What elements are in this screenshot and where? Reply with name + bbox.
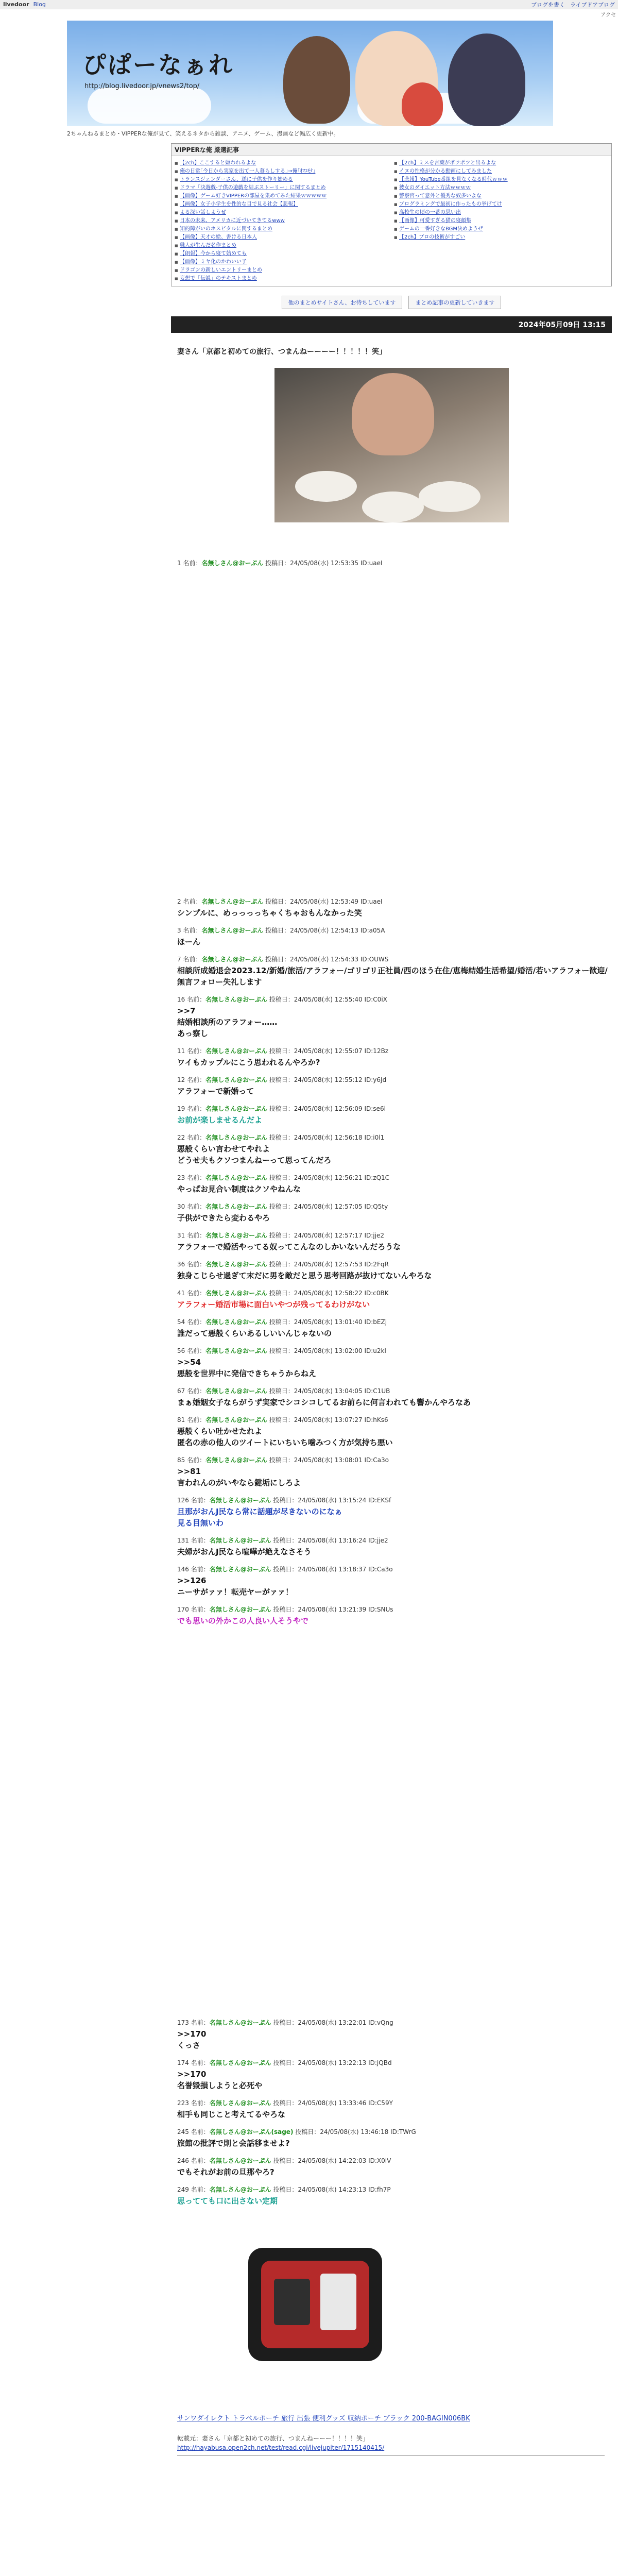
poster-name: 名無しさん@おーぷん xyxy=(209,1537,271,1544)
post-number: 146 xyxy=(177,1566,189,1573)
name-label: 名前： xyxy=(181,560,202,567)
recommended-articles-box xyxy=(171,143,612,286)
name-label: 名前： xyxy=(185,1261,206,1268)
blog-link[interactable]: Blog xyxy=(33,1,46,8)
name-label: 名前： xyxy=(185,1076,206,1083)
post-body: 相手も同じこと考えてるやろな xyxy=(177,2110,286,2119)
post-30 xyxy=(177,1202,612,1224)
post-23 xyxy=(177,1173,612,1195)
name-label: 名前： xyxy=(188,2128,210,2136)
post-date: 投稿日：24/05/08(水) 12:56:21 ID:zQ1C xyxy=(269,1174,390,1181)
recommended-link[interactable]: ■ 【画像】天才の絵、書ける日本人 xyxy=(175,233,389,242)
post-header xyxy=(177,1173,612,1182)
name-label: 名前： xyxy=(188,1606,210,1613)
post-header xyxy=(177,2058,612,2067)
post-body: >>170 くっさ xyxy=(177,2029,207,2050)
name-label: 名前： xyxy=(185,1347,206,1354)
post-number: 170 xyxy=(177,1606,189,1613)
recommended-link[interactable]: ■ イヌの性格が分かる動画にしてみました xyxy=(394,167,608,176)
poster-name: 名無しさん@おーぷん xyxy=(209,2059,271,2066)
post-date: 投稿日：24/05/08(水) 13:04:05 ID:C1UB xyxy=(269,1387,390,1395)
recommended-link[interactable]: ■ ドラゴンの新しいエントリーまとめ xyxy=(175,266,389,275)
post-2 xyxy=(177,897,612,919)
name-label: 名前： xyxy=(185,996,206,1003)
post-body: お前が楽しませるんだよ xyxy=(177,1115,263,1125)
post-header xyxy=(177,1260,612,1268)
post-22 xyxy=(177,1133,612,1166)
post-body: ほーん xyxy=(177,937,201,946)
poster-name: 名無しさん@おーぷん xyxy=(209,2019,271,2026)
post-body: ワイもカップルにこう思われるんやろか? xyxy=(177,1058,320,1067)
post-header xyxy=(177,558,612,567)
product-photo[interactable] xyxy=(238,2227,392,2382)
post-body: 独身こじらせ過ぎて末だに男を敵だと思う思考回路が抜けてないんやろな xyxy=(177,1271,432,1280)
character-illustration xyxy=(448,33,525,126)
post-170 xyxy=(177,1605,612,1626)
name-label: 名前： xyxy=(188,2186,210,2193)
post-date: 投稿日：24/05/08(水) 14:22:03 ID:X0iV xyxy=(273,2157,391,2164)
post-header xyxy=(177,1317,612,1326)
name-label: 名前： xyxy=(188,2059,210,2066)
name-label: 名前： xyxy=(188,1566,210,1573)
article-nav xyxy=(171,296,612,309)
recommended-link[interactable]: ■ 警察官って意外と優秀な奴多いよな xyxy=(394,192,608,200)
poster-name: 名無しさん@おーぷん xyxy=(201,956,264,963)
recommended-right-column xyxy=(394,159,608,283)
poster-name: 名無しさん@おーぷん xyxy=(201,927,264,934)
post-number: 36 xyxy=(177,1261,185,1268)
name-label: 名前： xyxy=(185,1174,206,1181)
post-date: 投稿日：24/05/08(水) 14:23:13 ID:fh7P xyxy=(273,2186,391,2193)
post-header xyxy=(177,2156,612,2165)
recommended-link[interactable]: ■ 彼女のダイエット方法ｗｗｗｗ xyxy=(394,184,608,192)
post-249 xyxy=(177,2185,612,2207)
post-number: 56 xyxy=(177,1347,185,1354)
post-header xyxy=(177,1289,612,1297)
poster-name: 名無しさん@おーぷん xyxy=(205,1105,267,1112)
post-36 xyxy=(177,1260,612,1281)
poster-name: 名無しさん@おーぷん xyxy=(209,1497,271,1504)
poster-name: 名無しさん@おーぷん xyxy=(205,1174,267,1181)
post-header xyxy=(177,1133,612,1142)
recommended-left-column xyxy=(175,159,389,283)
pouch-item-shape xyxy=(274,2279,310,2325)
poster-name: 名無しさん@おーぷん xyxy=(205,1416,267,1423)
post-number: 173 xyxy=(177,2019,189,2026)
post-11 xyxy=(177,1046,612,1068)
recommended-link[interactable]: ■ ゲームの一番好きなBGM決めようぜ xyxy=(394,225,608,233)
name-label: 名前： xyxy=(188,1537,210,1544)
post-header xyxy=(177,955,612,963)
recommended-link[interactable]: ■ トランスジェンダーさん、遂に子供を作り始める xyxy=(175,176,389,184)
name-label: 名前： xyxy=(185,1416,206,1423)
post-header xyxy=(177,1536,612,1545)
post-body: 誰だって悪般くらいあるしいいんじゃないの xyxy=(177,1329,332,1338)
poster-name: 名無しさん@おーぷん xyxy=(209,1606,271,1613)
access-note[interactable]: アクセ xyxy=(600,12,616,18)
poster-name: 名無しさん@おーぷん xyxy=(209,1566,271,1573)
poster-name: 名無しさん@おーぷん xyxy=(205,1232,267,1239)
recommended-link[interactable]: ■ 【画像】女子小学生を性的な目で見る社会【悲報】 xyxy=(175,200,389,209)
post-number: 131 xyxy=(177,1537,189,1544)
post-number: 22 xyxy=(177,1134,185,1141)
post-header xyxy=(177,1075,612,1084)
recommended-link[interactable]: ■ プログラミングで最初に作ったもの挙げてけ xyxy=(394,200,608,209)
recommended-link[interactable]: ■ 職人が生んだ名作まとめ xyxy=(175,242,389,250)
recommended-link[interactable]: ■ 日本の未来、アメリカに近づいてきてるwww xyxy=(175,217,389,225)
post-header xyxy=(177,926,612,935)
post-number: 85 xyxy=(177,1456,185,1464)
post-number: 126 xyxy=(177,1497,189,1504)
post-174 xyxy=(177,2058,612,2091)
post-date: 投稿日：24/05/08(水) 13:21:39 ID:SNUs xyxy=(273,1606,393,1613)
post-header xyxy=(177,1046,612,1055)
post-number: 7 xyxy=(177,956,181,963)
name-label: 名前： xyxy=(188,2099,210,2107)
nav-link-updates[interactable]: まとめ記事の更新していきます xyxy=(408,296,501,309)
recommended-link[interactable]: ■ ドラマ「決遊戯-子供の遊戯を結ぶストーリー」に関するまとめ xyxy=(175,184,389,192)
post-number: 246 xyxy=(177,2157,189,2164)
recommended-link[interactable]: ■ 【朗報】今から寝て始めても xyxy=(175,250,389,258)
name-label: 名前： xyxy=(185,1105,206,1112)
poster-name: 名無しさん@おーぷん xyxy=(205,996,267,1003)
poster-name: 名無しさん@おーぷん xyxy=(205,1318,267,1326)
poster-name: 名無しさん@おーぷん xyxy=(205,1290,267,1297)
post-body: 相談所成婚退会2023.12/新婚/旅活/アラフォー/ゴリゴリ正社員/西のほう在住/恵梅結婚生活希望/婚活/若いアラフォー歓迎/無言フォロー失礼します xyxy=(177,966,608,987)
cloud-decoration xyxy=(88,88,211,124)
post-header xyxy=(177,1202,612,1211)
source-url-link[interactable]: http://hayabusa.open2ch.net/test/read.cgi/livejupiter/1715140415/ xyxy=(177,2444,385,2451)
post-number: 12 xyxy=(177,1076,185,1083)
post-header xyxy=(177,995,612,1004)
post-1 xyxy=(177,558,612,567)
name-label: 名前： xyxy=(188,2019,210,2026)
pouch-item-shape xyxy=(320,2274,356,2330)
article-title: 妻さん「京都と初めての旅行、つまんねーーーー！！！！！笑」 xyxy=(177,348,386,356)
post-header xyxy=(177,897,612,906)
post-date: 投稿日：24/05/08(水) 13:16:24 ID:jje2 xyxy=(273,1537,388,1544)
post-number: 16 xyxy=(177,996,185,1003)
post-date: 投稿日：24/05/08(水) 12:57:53 ID:2FqR xyxy=(269,1261,389,1268)
post-7 xyxy=(177,955,612,988)
post-146 xyxy=(177,1565,612,1598)
post-126 xyxy=(177,1496,612,1529)
name-label: 名前： xyxy=(181,956,202,963)
post-number: 249 xyxy=(177,2186,189,2193)
post-header xyxy=(177,2098,612,2107)
recommended-link[interactable]: ■ 妄想で「伝説」のテキストまとめ xyxy=(175,275,389,283)
post-31 xyxy=(177,1231,612,1252)
post-date: 投稿日：24/05/08(水) 12:53:49 ID:uaeI xyxy=(265,898,383,905)
recommended-link[interactable]: ■ 【2ch】プロの技術がすごい xyxy=(394,233,608,242)
name-label: 名前： xyxy=(185,1387,206,1395)
post-173 xyxy=(177,2018,612,2051)
poster-name: 名無しさん@おーぷん xyxy=(205,1456,267,1464)
photo-plate-shape xyxy=(362,492,424,522)
post-223 xyxy=(177,2098,612,2120)
name-label: 名前： xyxy=(181,927,202,934)
name-label: 名前： xyxy=(185,1456,206,1464)
name-label: 名前： xyxy=(185,1134,206,1141)
post-date: 投稿日：24/05/08(水) 13:22:01 ID:vQng xyxy=(273,2019,393,2026)
poster-name: 名無しさん@おーぷん xyxy=(209,2157,271,2164)
poster-name: 名無しさん@おーぷん xyxy=(205,1261,267,1268)
name-label: 名前： xyxy=(185,1203,206,1210)
post-body: 夫婦がおんJ民なら喧嘩が絶えなさそう xyxy=(177,1547,312,1556)
post-19 xyxy=(177,1104,612,1126)
name-label: 名前： xyxy=(185,1290,206,1297)
name-label: 名前： xyxy=(188,2157,210,2164)
post-date: 投稿日：24/05/08(水) 12:57:17 ID:jje2 xyxy=(269,1232,384,1239)
post-number: 223 xyxy=(177,2099,189,2107)
post-body: シンプルに、めっっっっちゃくちゃおもんなかった笑 xyxy=(177,908,362,918)
post-number: 23 xyxy=(177,1174,185,1181)
post-date: 投稿日：24/05/08(水) 12:57:05 ID:Q5ty xyxy=(269,1203,388,1210)
blog-title: ぴぱーなぁれ xyxy=(82,51,234,79)
post-number: 3 xyxy=(177,927,181,934)
divider xyxy=(177,2455,605,2456)
photo-hand-shape xyxy=(352,373,434,455)
poster-name: 名無しさん@おーぷん(sage) xyxy=(209,2128,294,2136)
post-number: 2 xyxy=(177,898,181,905)
post-245 xyxy=(177,2127,612,2149)
character-illustration xyxy=(402,82,443,126)
post-body: >>170 名誉毀損しようと必死や xyxy=(177,2070,263,2090)
poster-name: 名無しさん@おーぷん xyxy=(205,1076,267,1083)
source-credit xyxy=(177,2434,612,2452)
poster-name: 名無しさん@おーぷん xyxy=(205,1387,267,1395)
post-16 xyxy=(177,995,612,1039)
post-body: まぁ婚姻女子ならがうず実家でシコシコしてるお前らに何言われても響かんやろなあ xyxy=(177,1398,471,1407)
name-label: 名前： xyxy=(185,1232,206,1239)
post-date: 投稿日：24/05/08(水) 12:55:12 ID:y6Jd xyxy=(269,1076,387,1083)
post-54 xyxy=(177,1317,612,1339)
name-label: 名前： xyxy=(181,898,202,905)
post-date: 投稿日：24/05/08(水) 12:54:33 ID:OUWS xyxy=(265,956,389,963)
post-date: 投稿日：24/05/08(水) 12:56:09 ID:se6l xyxy=(269,1105,386,1112)
post-date: 投稿日：24/05/08(水) 13:02:00 ID:u2kl xyxy=(269,1347,386,1354)
recommended-link[interactable]: ■ 知的障がいのホスピタルに関するまとめ xyxy=(175,225,389,233)
post-number: 11 xyxy=(177,1047,185,1055)
post-date: 投稿日：24/05/08(水) 13:15:24 ID:EKSf xyxy=(273,1497,391,1504)
post-number: 30 xyxy=(177,1203,185,1210)
post-number: 81 xyxy=(177,1416,185,1423)
name-label: 名前： xyxy=(185,1318,206,1326)
recommended-link[interactable]: ■ 【2ch】ここすると嫌われるよな xyxy=(175,159,389,167)
post-body: 旦那がおんJ民なら常に話題が尽きないのになぁ 見る目無いわ xyxy=(177,1507,342,1528)
post-header xyxy=(177,1386,612,1395)
post-body: >>7 結婚相談所のアラフォー…… あっ察し xyxy=(177,1006,278,1038)
post-date: 投稿日：24/05/08(水) 13:46:18 ID:TWrG xyxy=(295,2128,416,2136)
post-number: 54 xyxy=(177,1318,185,1326)
post-number: 1 xyxy=(177,560,181,567)
post-body: でも思いの外かこの人良い人そうやで xyxy=(177,1616,309,1625)
post-date: 投稿日：24/05/08(水) 12:55:40 ID:C0iX xyxy=(269,996,387,1003)
post-header xyxy=(177,1346,612,1355)
post-body: アラフォー婚活市場に面白いやつが残ってるわけがない xyxy=(177,1300,370,1309)
post-date: 投稿日：24/05/08(水) 13:08:01 ID:Ca3o xyxy=(269,1456,389,1464)
post-body: 悪般くらい吐かせたれよ 匿名の赤の他人のツイートにいちいち噛みつく方が気持ち悪い xyxy=(177,1427,393,1447)
name-label: 名前： xyxy=(185,1047,206,1055)
write-blog-link[interactable]: ブログを書く xyxy=(530,1,565,8)
livedoor-blog-link[interactable]: ライブドアブログ xyxy=(570,1,615,8)
blog-header-banner[interactable] xyxy=(67,21,553,126)
recommended-link[interactable]: ■ 俺の日常｢今日から実家を出て一人暮らしする｣→俺｢ｵﾏｴﾓﾅ｣ xyxy=(175,167,389,176)
post-body: 旅館の批評で則と会話移ませよ? xyxy=(177,2139,290,2148)
recommended-link[interactable]: ■ 【悲報】YouTube番組を見なくなる時代ｗｗｗ xyxy=(394,176,608,184)
poster-name: 名無しさん@おーぷん xyxy=(205,1134,267,1141)
poster-name: 名無しさん@おーぷん xyxy=(201,898,264,905)
post-date: 投稿日：24/05/08(水) 13:18:37 ID:Ca3o xyxy=(273,1566,393,1573)
main-column xyxy=(171,143,612,2456)
post-header xyxy=(177,1104,612,1113)
top-bar xyxy=(0,0,618,9)
post-131 xyxy=(177,1536,612,1557)
post-date: 投稿日：24/05/08(水) 12:56:18 ID:i0l1 xyxy=(269,1134,385,1141)
recommended-link[interactable]: ■ 【画像】可愛すぎる猫の寝顔集 xyxy=(394,217,608,225)
poster-name: 名無しさん@おーぷん xyxy=(209,2186,271,2193)
post-header xyxy=(177,1231,612,1240)
post-body: >>81 言われんのがいやなら鍵垢にしろよ xyxy=(177,1467,301,1487)
post-67 xyxy=(177,1386,612,1408)
post-12 xyxy=(177,1075,612,1097)
poster-name: 名無しさん@おーぷん xyxy=(205,1347,267,1354)
post-number: 19 xyxy=(177,1105,185,1112)
post-header xyxy=(177,2185,612,2194)
product-link[interactable]: サンワダイレクト トラベルポーチ 旅行 出張 便利グッズ 収納ポーチ ブラック 200-BAGIN006BK xyxy=(177,2415,470,2422)
post-number: 174 xyxy=(177,2059,189,2066)
recommended-link[interactable]: ■ 【画像】ミヤ化のかわいい子 xyxy=(175,258,389,266)
post-number: 67 xyxy=(177,1387,185,1395)
post-header xyxy=(177,1565,612,1573)
post-header xyxy=(177,1455,612,1464)
poster-name: 名無しさん@おーぷん xyxy=(209,2099,271,2107)
post-date: 投稿日：24/05/08(水) 12:58:22 ID:c0BK xyxy=(269,1290,389,1297)
post-body: 子供ができたら変わるやろ xyxy=(177,1213,270,1223)
poster-name: 名無しさん@おーぷん xyxy=(205,1047,267,1055)
blog-url: http://blog.livedoor.jp/vnews2/top/ xyxy=(84,82,200,90)
recommended-link[interactable]: ■ よる深い話しようぜ xyxy=(175,209,389,217)
post-header xyxy=(177,2127,612,2136)
post-date: 投稿日：24/05/08(水) 12:53:35 ID:uaeI xyxy=(265,560,383,567)
post-dateline: 2024年05月09日 13:15 xyxy=(171,316,612,333)
poster-name: 名無しさん@おーぷん xyxy=(201,560,264,567)
post-body: でもそれがお前の旦那やろ? xyxy=(177,2167,274,2177)
nav-link-other-sites[interactable]: 他のまとめサイトさん、お待ちしています xyxy=(282,296,403,309)
post-81 xyxy=(177,1415,612,1448)
post-date: 投稿日：24/05/08(水) 12:55:07 ID:12Bz xyxy=(269,1047,389,1055)
post-246 xyxy=(177,2156,612,2178)
post-date: 投稿日：24/05/08(水) 13:01:40 ID:bEZj xyxy=(269,1318,387,1326)
post-date: 投稿日：24/05/08(水) 13:22:13 ID:jQBd xyxy=(273,2059,392,2066)
post-header xyxy=(177,1496,612,1504)
post-body: >>54 悪般を世界中に発信できちゃうからねえ xyxy=(177,1358,317,1378)
recommended-link[interactable]: ■ 【画像】ゲーム好きVIPPERの部屋を集めてみた結果ｗｗｗｗｗ xyxy=(175,192,389,200)
post-date: 投稿日：24/05/08(水) 12:54:13 ID:a05A xyxy=(265,927,385,934)
name-label: 名前： xyxy=(188,1497,210,1504)
post-header xyxy=(177,1415,612,1424)
post-header xyxy=(177,1605,612,1614)
post-date: 投稿日：24/05/08(水) 13:33:46 ID:C59Y xyxy=(273,2099,393,2107)
post-body: >>126 ニーサがァァ！転売ヤーがァァ！ xyxy=(177,1576,294,1597)
article-photo xyxy=(274,368,509,522)
post-body: 悪般くらい言わせてやれよ どうせ夫もクソつまんねーって思ってんだろ xyxy=(177,1144,332,1165)
recommended-title: VIPPERな俺 厳選記事 xyxy=(171,144,611,156)
post-85 xyxy=(177,1455,612,1488)
post-body: 思ってても口に出さない定期 xyxy=(177,2196,278,2206)
photo-plate-shape xyxy=(419,481,480,512)
post-number: 245 xyxy=(177,2128,189,2136)
post-number: 31 xyxy=(177,1232,185,1239)
recommended-link[interactable]: ■ 【2ch】ミスを言葉がポツポツと出るよな xyxy=(394,159,608,167)
photo-plate-shape xyxy=(295,471,357,502)
character-illustration xyxy=(283,36,350,124)
post-body: アラフォーで新婚って xyxy=(177,1087,254,1096)
post-number: 41 xyxy=(177,1290,185,1297)
livedoor-logo[interactable]: livedoor xyxy=(3,1,29,8)
post-3 xyxy=(177,926,612,947)
blog-description: 2ちゃんねるまとめ・VIPPERな俺が見て、笑えるネタから雑談、アニメ、ゲーム、漫画など幅広く更新中。 xyxy=(67,130,339,137)
post-header xyxy=(177,2018,612,2027)
poster-name: 名無しさん@おーぷん xyxy=(205,1203,267,1210)
post-date: 投稿日：24/05/08(水) 13:07:27 ID:hKs6 xyxy=(269,1416,388,1423)
post-body: アラフォーで婚活やってる奴ってこんなのしかいないんだろうな xyxy=(177,1242,401,1251)
post-body: やっぱお見合い制度はクソやねんな xyxy=(177,1184,301,1194)
source-label: 転載元：妻さん「京都と初めての旅行、つまんねーーー！！！！笑」 xyxy=(177,2435,369,2442)
post-41 xyxy=(177,1289,612,1310)
recommended-link[interactable]: ■ 高校生の頃の一番の思い出 xyxy=(394,209,608,217)
post-56 xyxy=(177,1346,612,1379)
